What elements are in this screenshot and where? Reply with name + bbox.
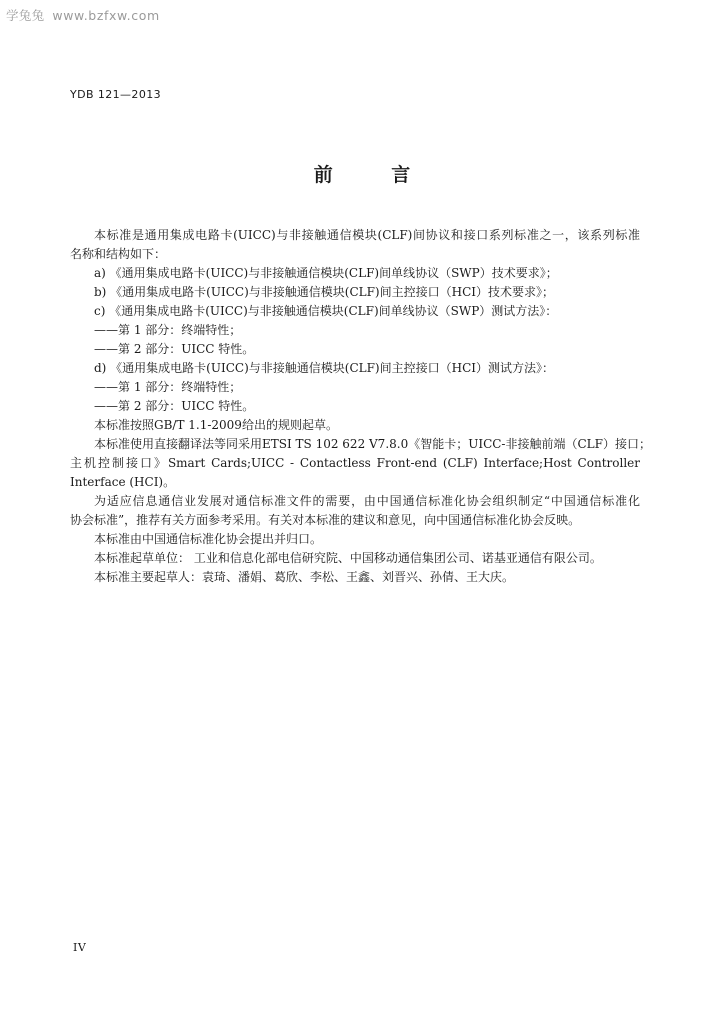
paragraph-line: 为适应信息通信业发展对通信标准文件的需要，由中国通信标准化协会组织制定“中国通信标准化 xyxy=(94,494,640,508)
list-item: b) 《通用集成电路卡(UICC)与非接触通信模块(CLF)间主控接口（HCI）技术要求》； xyxy=(94,285,554,299)
paragraph-line: 本标准起草单位： 工业和信息化部电信研究院、中国移动通信集团公司、诺基亚通信有限公司。 xyxy=(94,551,602,565)
list-subitem: ——第 2 部分：UICC 特性。 xyxy=(94,399,255,413)
paragraph-line: 主机控制接口》Smart Cards;UICC - Contactless Front-end (CLF) Interface;Host Controller xyxy=(70,456,640,470)
list-subitem: ——第 1 部分：终端特性； xyxy=(94,380,242,394)
paragraph-line: 本标准是通用集成电路卡(UICC)与非接触通信模块(CLF)间协议和接口系列标准之一，该系列标准 xyxy=(94,228,640,242)
document-code: YDB 121—2013 xyxy=(70,88,162,101)
list-subitem: ——第 1 部分：终端特性； xyxy=(94,323,242,337)
paragraph-line: 名称和结构如下： xyxy=(70,247,167,261)
preface-body xyxy=(70,226,651,587)
page-title: 前 言 xyxy=(313,164,437,186)
paragraph-line: 本标准主要起草人：袁琦、潘娟、葛欣、李松、王鑫、刘晋兴、孙倩、王大庆。 xyxy=(94,570,515,584)
list-item: d) 《通用集成电路卡(UICC)与非接触通信模块(CLF)间主控接口（HCI）测试方法》： xyxy=(94,361,554,375)
paragraph-line: Interface (HCI)。 xyxy=(70,475,176,489)
watermark xyxy=(6,6,160,24)
list-item: c) 《通用集成电路卡(UICC)与非接触通信模块(CLF)间单线协议（SWP）测试方法》： xyxy=(94,304,558,318)
watermark-url: www.bzfxw.com xyxy=(52,8,160,23)
paragraph-line: 协会标准”，推荐有关方面参考采用。有关对本标准的建议和意见，向中国通信标准化协会反映。 xyxy=(70,513,581,527)
paragraph-line: 本标准由中国通信标准化协会提出并归口。 xyxy=(94,532,323,546)
list-item: a) 《通用集成电路卡(UICC)与非接触通信模块(CLF)间单线协议（SWP）技术要求》； xyxy=(94,266,558,280)
paragraph-line: 本标准按照GB/T 1.1-2009给出的规则起草。 xyxy=(94,418,338,432)
paragraph-line: 本标准使用直接翻译法等同采用ETSI TS 102 622 V7.8.0《智能卡；UICC-非接触前端（CLF）接口； xyxy=(94,437,651,451)
page-number: IV xyxy=(73,941,87,954)
watermark-site-name: 学兔兔 xyxy=(6,8,45,23)
list-subitem: ——第 2 部分：UICC 特性。 xyxy=(94,342,255,356)
